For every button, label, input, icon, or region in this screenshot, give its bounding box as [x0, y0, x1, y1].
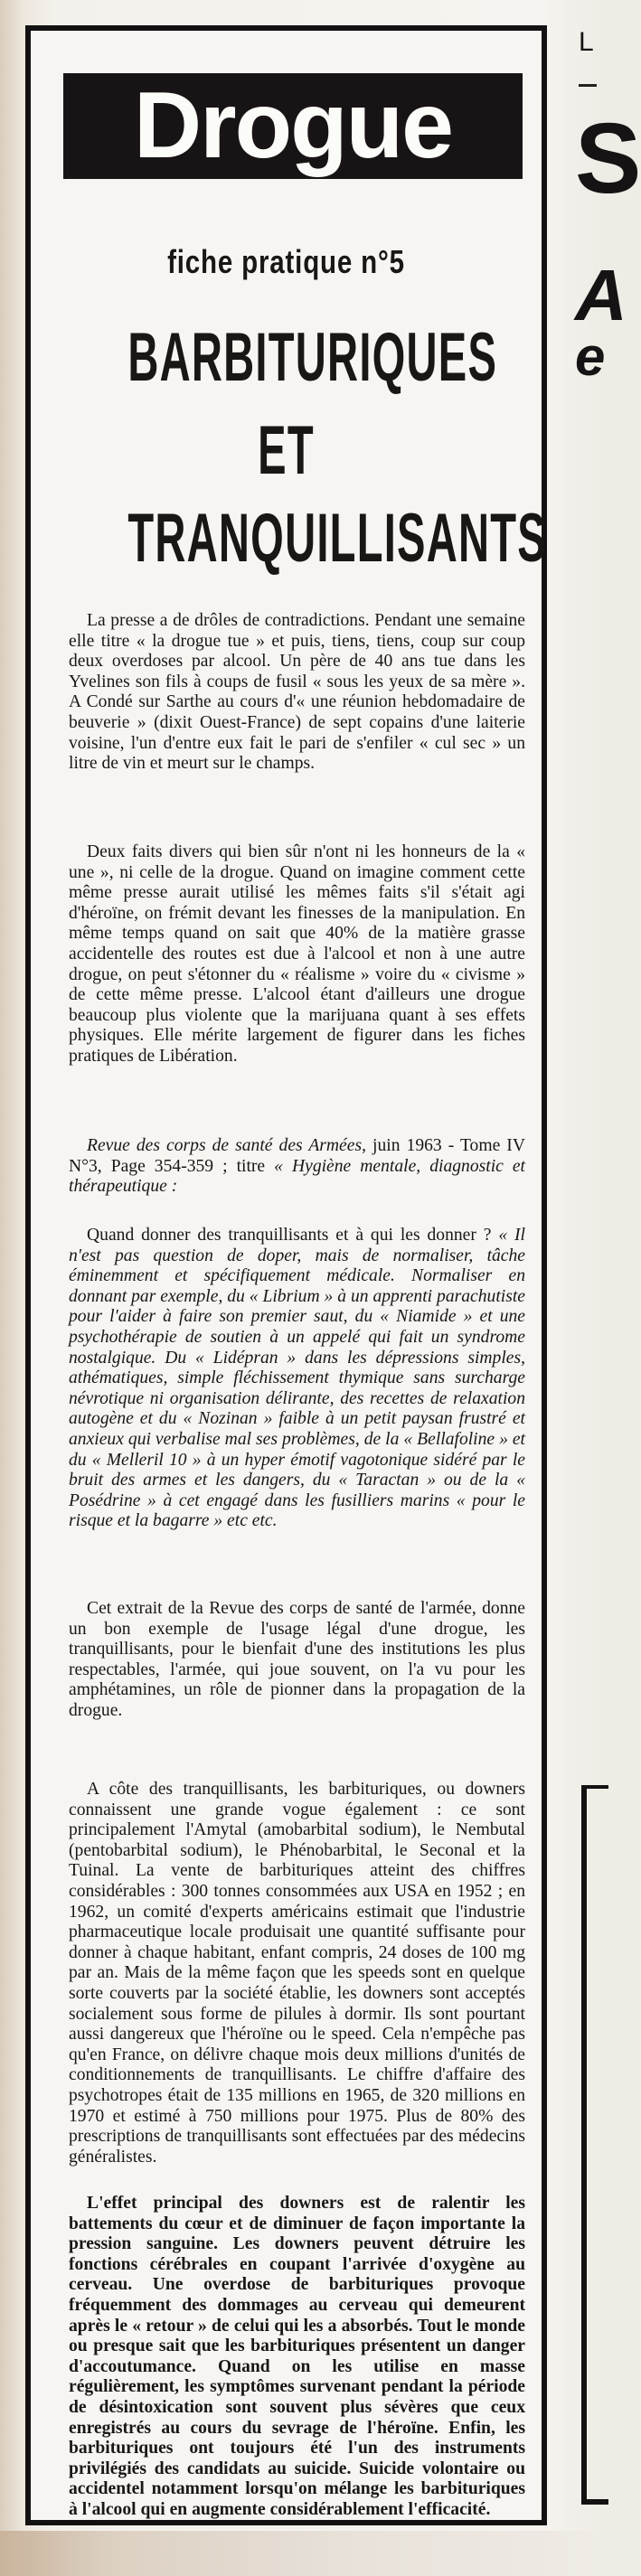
paragraph-2-text: Deux faits divers qui bien sûr n'ont ni les honneurs de la « une », ni celle de la drogue. Quand on imagine comment cette même presse aurait utilisé les mêmes faits s'il s'était agi d'héroïne, on frémit devant les finesses de la manipulation. En même temps quand on sait que 40% de la matière grasse accidentelle des routes est due à l'alcool et non à une autre drogue, on peut s'étonner du « réalisme » voire du « civisme » de cette même presse. L'alcool étant d'ailleurs une drogue beaucoup plus violente que la marijuana quant à ses effets physiques. Elle mérite largement de figurer dans les fiches pratiques de Libération. [69, 842, 525, 1066]
citation-reference [69, 1136, 525, 1198]
paragraph-7 [69, 2194, 525, 2521]
paragraph-2 [69, 842, 525, 1067]
neighbor-letter-e: e [575, 326, 606, 387]
citation-details: , juin 1963 - Tome IV N°3, Page 354-359 ; titre [69, 1136, 525, 1176]
quoted-extract [69, 1226, 525, 1532]
paper-edge [0, 2531, 597, 2576]
paragraph-5-text: Cet extrait de la Revue des corps de santé de l'armée, donne un bon exemple de l'usage légal d'une drogue, les tranquillisants, pour le bienfait d'une des institutions les plus respectables, l'armée, qui joue souvent, on l'a vu pour les amphétamines, un rôle de pionner dans la propagation de la drogue. [69, 1599, 525, 1720]
fiche-subtitle: fiche pratique n°5 [167, 243, 405, 280]
paragraph-1 [69, 611, 525, 775]
extract-question: Quand donner des tranquillisants et à qui les donner ? [87, 1226, 499, 1245]
paragraph-7-text: L'effet principal des downers est de ralentir les battements du cœur et de diminuer de façon importante la pression sanguine. Les downers peuvent détruire les fonctions cérébrales en coupant l'arrivée d'oxygène au cerveau. Une overdose de barbituriques provoque fréquemment des dommages au cerveau qui demeurent après le « retour » de celui qui les a absorbés. Tout le monde ou presque sait que les barbituriques présentent un danger d'accoutumance. Quand on les utilise en masse régulièrement, les symptômes survenant pendant la période de désintoxication sont souvent plus sévères que ceux enregistrés au cours du sevrage de l'héroïne. Enfin, les barbituriques ont toujours été l'un des instruments privilégiés des candidats au suicide. Suicide volontaire ou accidentel notamment lorsqu'on mélange les barbituriques à l'alcool qui en augmente considérablement l'efficacité. [69, 2194, 525, 2519]
extract-quote: « Il n'est pas question de doper, mais de normaliser, tâche éminemment et spécifiquement médicale. Normaliser en donnant par exemple, du « Librium » à un apprenti parachutiste pour l'aider à faire son premier saut, du « Niamide » et une psychothérapie de soutien à un appelé qui fait un syndrome nostalgique. Du « Lidépran » dans les dépressions simples, athématiques, simple fléchissement thymique sans surcharge névrotique ni organisation délirante, des recettes de relaxation autogène et du « Nozinan » faible à un petit paysan frustré et anxieux qui verbalise mal ses problèmes, de la « Bellafoline » et du « Melleril 10 » à un hyper émotif vagotonique sidéré par le bruit des armes et les dangers, du « Taractan » ou de la « Posédrine » à cet engagé dans les fusilliers marins « pour le risque et la bagarre » etc etc. [69, 1226, 525, 1531]
citation-title: « Hygiène mentale, diagnostic et thérapeutique : [69, 1156, 525, 1197]
paragraph-6-text: A côte des tranquillisants, les barbituriques, ou downers connaissent une grande vogue également : ce sont principalement l'Amytal (amobarbital sodium), le Nembutal (pentobarbital sodium), le Phénobarbital, le Seconal et la Tuinal. La vente de barbituriques atteint des chiffres considérables : 300 tonnes consommées aux USA en 1952 ; en 1962, un comité d'experts américains estimait que l'industrie pharmaceutique locale produisait une quantité suffisante pour donner à chaque habitant, enfant compris, 24 doses de 100 mg par an. Mais de la même façon que les speeds sont en quelque sorte couverts par la société établie, les downers sont acceptés socialement sous forme de pilules à dormir. Ils sont pourtant aussi dangereux que l'héroïne ou le speed. Cela n'empêche pas qu'en France, on délivre chaque mois deux millions d'unités de conditionnements de tranquillisants. Le chiffre d'affaire des psychotropes était de 135 millions en 1965, de 320 millions en 1970 et estimé à 750 millions pour 1975. Plus de 80% des prescriptions de tranquillisants sont effectuées par des médecins généralistes. [69, 1780, 525, 2167]
article-box [25, 25, 547, 2525]
headline-line-3: TRANQUILLISANTS [127, 500, 547, 577]
headline-line-1: BARBITURIQUES [127, 319, 498, 396]
neighbor-letter-a: A [575, 255, 627, 335]
paragraph-5 [69, 1599, 525, 1722]
neighbor-rule [579, 84, 597, 87]
paragraph-6 [69, 1780, 525, 2167]
neighbor-article-box [581, 1785, 608, 2505]
section-banner: Drogue [63, 73, 523, 179]
paragraph-1-text: La presse a de drôles de contradictions. Pendant une semaine elle titre « la drogue tue » et puis, tiens, tiens, coup sur coup deux overdoses par alcool. Un père de 40 ans tue dans les Yvelines son fils à coups de fusil « sous les yeux de sa mère ». A Condé sur Sarthe au cours d'« une réunion hebdomadaire de beuverie » (dixit Ouest-France) de sept copains d'une laiterie voisine, l'un d'entre eux fait le pari de s'enfiler « cul sec » un litre de vin et meurt sur le champs. [69, 611, 525, 774]
neighbor-letter-l: L [579, 27, 594, 57]
headline-line-2: ET [258, 412, 315, 489]
neighbor-letter-s: S [575, 103, 641, 214]
citation-journal: Revue des corps de santé des Armées [87, 1136, 363, 1155]
